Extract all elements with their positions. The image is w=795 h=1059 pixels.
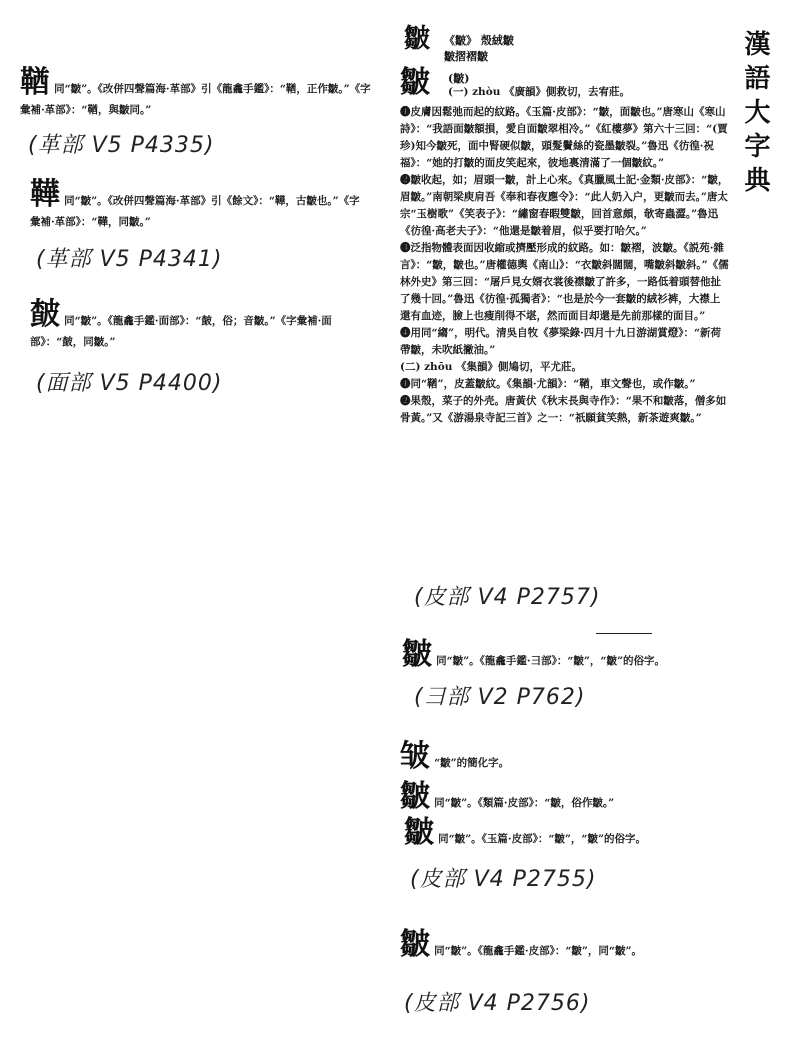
definition: 同“皺”。《改併四聲篇海·革部》引《餘文》：“鞾，古皺也。”《字彙補·革部》：“鞾，同皺。” [30, 195, 360, 228]
headword: 皺 [400, 779, 429, 814]
entry-right-1 [404, 24, 704, 63]
headword: 皺 [400, 927, 429, 962]
headword: 皺 [404, 815, 433, 850]
definition: 同“皺”。《龍龕手鑑·皮部》：“皺”，同“皺”。 [434, 945, 642, 957]
entry-right-7 [400, 927, 730, 962]
entry-right-3 [402, 637, 732, 672]
handwritten-note: (革部 V5 P4335) [28, 133, 215, 158]
headword: 皶 [30, 297, 59, 332]
headword: 鞧 [20, 65, 49, 100]
definition: 同“皺”。《類篇·皮部》：“皺，俗作皺。” [434, 797, 615, 809]
sense-1: ❶皮膚因鬆弛而起的紋路。《玉篇·皮部》：“皺，面皺也。”唐寒山《寒山詩》：“我語面皺額損，愛自面皺翠相冷。”《紅樓夢》第六十三回：“(賈珍)知今皺死，面中腎硬似皺，頭髮鬢絲的瓷墨皺裂。”魯迅《彷徨·祝福》：“她的打皺的面皮笑起來，彼地裏清滿了一個皺紋。” [400, 106, 728, 169]
dictionary-title: 漢語大字典 [740, 30, 770, 200]
headword: 皺 [400, 65, 429, 100]
headword: 皱 [400, 739, 429, 774]
headword: 鞾 [30, 177, 59, 212]
entry-left-2 [30, 177, 360, 231]
definition: 同“皺”。《玉篇·皮部》：“皺”，“皺”的俗字。 [438, 833, 646, 845]
handwritten-note: (皮部 V4 P2757) [414, 585, 601, 610]
headword: 皺 [402, 637, 431, 672]
sense-5: ❶同“鞧”，皮蓋皺紋。《集韻·尤韻》：“鞧，車文聲也，或作皺。” [400, 378, 696, 390]
sense-4: ❹用同“縐”，明代。清吳自牧《夢梁錄·四月十九日游湖賞燈》：“新荷帶皺，未吹紙撇油。” [400, 327, 722, 356]
definition: “皺”的簡化字。 [434, 757, 510, 769]
entry-right-4 [400, 739, 730, 774]
sense-6: ❷果殼，菜子的外壳。唐黃伏《秋末長與寺作》：“果不和皺落，僧多如骨黃。”又《游湯泉寺記三首》之一：“祇願貧笑熱，新茶遊爽皺。” [400, 395, 727, 424]
entry-left-3 [30, 297, 370, 351]
handwritten-note: (面部 V5 P4400) [36, 371, 223, 396]
variant-1: 《皺》 殼絨皺 [444, 34, 514, 47]
handwritten-note: (皮部 V4 P2756) [404, 991, 591, 1016]
sense-2: ❷皺收起，如；眉頭一皺，計上心來。《真臘風土記·金類·皮部》：“皺，眉皺。”南朝梁庾肩吾《奉和春夜應令》：“此人奶入户，更皺而去。”唐太宗“玉樹歌”《笑表子》：“繡窗春暇雙皺，回首意頗，欹寄蟲澀。”魯迅《彷徨·高老夫子》：“他還是皺着眉，似乎要打哈欠。” [400, 174, 729, 237]
headword: 皺 [404, 24, 431, 54]
definition: 同“皺”。《龍龕手鑑·彐部》：“皺”，“皺”的俗字。 [436, 655, 665, 667]
definition: 同“皺”。《改併四聲篇海·革部》引《龍龕手鑑》：“鞧，正作皺。”《字彙補·革部》：“鞧，與皺同。” [20, 83, 371, 116]
pronunciation-1: (一) zhòu 《廣韻》側救切，去宥莊。 [448, 86, 630, 98]
sense-3: ❸泛指物體表面因收縮或擠壓形成的紋路。如：皺褶，波皺。《説苑·雜言》：“皺，皺也。”唐權德輿《南山》：“衣皺斜闊闊，嘴皺斜皺斜。”《儒林外史》第三回：“屠戶見女婿衣裳後襟皺了許多，一路低着頭替他扯了幾十回。”魯迅《彷徨·孤獨者》：“也是於今一套皺的絨衫裤，大襟上還有血迹，臉上也瘦削得不堪，然而面目却還是先前那樣的面目。” [400, 242, 729, 322]
definition: 同“皺”。《龍龕手鑑·面部》：“皶，俗；音皺。”《字彙補·面部》：“皶，同皺。” [30, 315, 332, 348]
handwritten-note: (彐部 V2 P762) [414, 685, 586, 710]
handwritten-note: (皮部 V4 P2755) [410, 867, 597, 892]
pronunciation-2: (二) zhōu 《集韻》側鳩切，平尤莊。 [400, 361, 582, 373]
entry-left-1 [20, 65, 380, 119]
traditional-tag: (皺) [448, 72, 470, 85]
entry-right-6 [404, 815, 734, 850]
handwritten-note: (革部 V5 P4341) [36, 247, 223, 272]
entry-right-5 [400, 779, 730, 814]
divider [596, 633, 652, 634]
entry-right-2 [400, 65, 730, 427]
variant-2: 皺摺褶皺 [444, 50, 488, 63]
